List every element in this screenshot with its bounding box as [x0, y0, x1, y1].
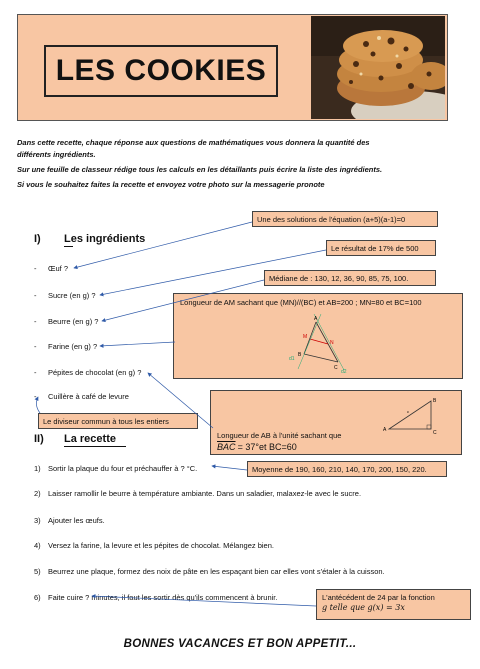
label-d2: d2: [341, 369, 347, 374]
label-a: A: [383, 427, 387, 433]
callout-text: Médiane de : 130, 12, 36, 90, 85, 75, 100.: [269, 274, 409, 283]
step-text: Versez la farine, la levure et les pépites de chocolat. Mélangez bien.: [48, 541, 274, 550]
list-dash: -: [34, 342, 37, 351]
ingredient-sugar: Sucre (en g) ?: [48, 291, 96, 300]
arrow-flour: [100, 342, 175, 346]
step-number: 4): [34, 541, 41, 550]
label-c: C: [433, 430, 437, 435]
label-b: B: [298, 352, 302, 358]
angle-bac: $\overline{BAC}$: [217, 442, 236, 452]
callout-text: Moyenne de 190, 160, 210, 140, 170, 200, 150, 220.: [252, 465, 427, 474]
ingredient-baking-powder: Cuillère à café de levure: [48, 392, 129, 401]
callout-text: Le diviseur commun à tous les entiers: [43, 417, 169, 426]
arrow-temperature: [212, 466, 247, 470]
callout-mean: [247, 461, 447, 477]
list-dash: -: [34, 392, 37, 401]
page-title: LES COOKIES: [55, 54, 267, 87]
callout-text: L'antécédent de 24 par la fonction: [322, 593, 435, 602]
callout-text-row: [217, 442, 297, 452]
label-b: B: [433, 398, 437, 404]
intro-line: Si vous le souhaitez faites la recette et envoyez votre photo sur la messagerie pronote: [17, 180, 325, 189]
list-dash: -: [34, 368, 37, 377]
callout-text: Longueur de AB à l'unité sachant que: [217, 431, 342, 440]
section-title: Les ingrédients: [64, 233, 146, 245]
ingredient-flour: Farine (en g) ?: [48, 342, 98, 351]
label-c-side: c: [407, 409, 409, 414]
step-number: 6): [34, 593, 41, 602]
right-triangle-figure: [381, 393, 451, 435]
step-text: Faite cuire ? minutes, il faut les sortir dès qu'ils commencent à brunir.: [48, 593, 278, 602]
list-dash: -: [34, 317, 37, 326]
callout-median: [264, 270, 436, 286]
section-number: I): [34, 233, 41, 245]
cookies-photo: [311, 16, 445, 119]
callout-equation: [252, 211, 438, 227]
label-a: A: [314, 316, 318, 322]
list-dash: -: [34, 291, 37, 300]
title-underline-initial: [64, 246, 73, 247]
list-dash: -: [34, 264, 37, 273]
label-c: C: [334, 365, 338, 371]
step-text: Beurrez une plaque, formez des noix de pâte en les espaçant bien car elles vont s'étaler à la cuisson.: [48, 567, 385, 576]
section-title: La recette: [64, 433, 116, 445]
step-text: Sortir la plaque du four et préchauffer à ? °C.: [48, 464, 198, 473]
callout-percent: [326, 240, 436, 256]
step-number: 1): [34, 464, 41, 473]
label-d1: d1: [289, 356, 295, 362]
step-number: 2): [34, 489, 41, 498]
intro-line: Sur une feuille de classeur rédige tous les calculs en les détaillants puis écrire la liste des ingrédients.: [17, 165, 383, 174]
label-n: N: [330, 340, 334, 346]
ingredient-butter: Beurre (en g) ?: [48, 317, 99, 326]
ingredient-chocolate: Pépites de chocolat (en g) ?: [48, 368, 142, 377]
step-number: 5): [34, 567, 41, 576]
label-m: M: [303, 334, 308, 340]
callout-text: = 37°et BC=60: [237, 442, 297, 452]
title-frame: [44, 45, 278, 97]
callout-thales: [173, 293, 463, 379]
callout-text: Une des solutions de l'équation (a+5)(a-1)=0: [257, 215, 406, 224]
ingredient-egg: Œuf ?: [48, 264, 69, 273]
footer-message: BONNES VACANCES ET BON APPETIT...: [123, 638, 357, 650]
arrow-egg: [74, 222, 252, 268]
section-number: II): [34, 433, 44, 445]
intro-line: différents ingrédients.: [17, 150, 96, 159]
intro-line: Dans cette recette, chaque réponse aux questions de mathématiques vous donnera la quantité des: [17, 138, 370, 147]
callout-trigonometry: [210, 390, 462, 455]
step-text: Ajouter les œufs.: [48, 516, 105, 525]
thales-figure: [286, 314, 366, 374]
title-underline: [64, 446, 126, 447]
step-text: Laisser ramollir le beurre à température ambiante. Dans un saladier, malaxez-le avec le sucre.: [48, 489, 362, 498]
callout-text: Longueur de AM sachant que (MN)//(BC) et AB=200 ; MN=80 et BC=100: [180, 298, 422, 307]
callout-text: g telle que g(x) = 3x: [322, 603, 405, 612]
callout-text: Le résultat de 17% de 500: [331, 244, 419, 253]
callout-antecedent: [316, 589, 471, 620]
step-number: 3): [34, 516, 41, 525]
callout-divisor: [38, 413, 198, 429]
